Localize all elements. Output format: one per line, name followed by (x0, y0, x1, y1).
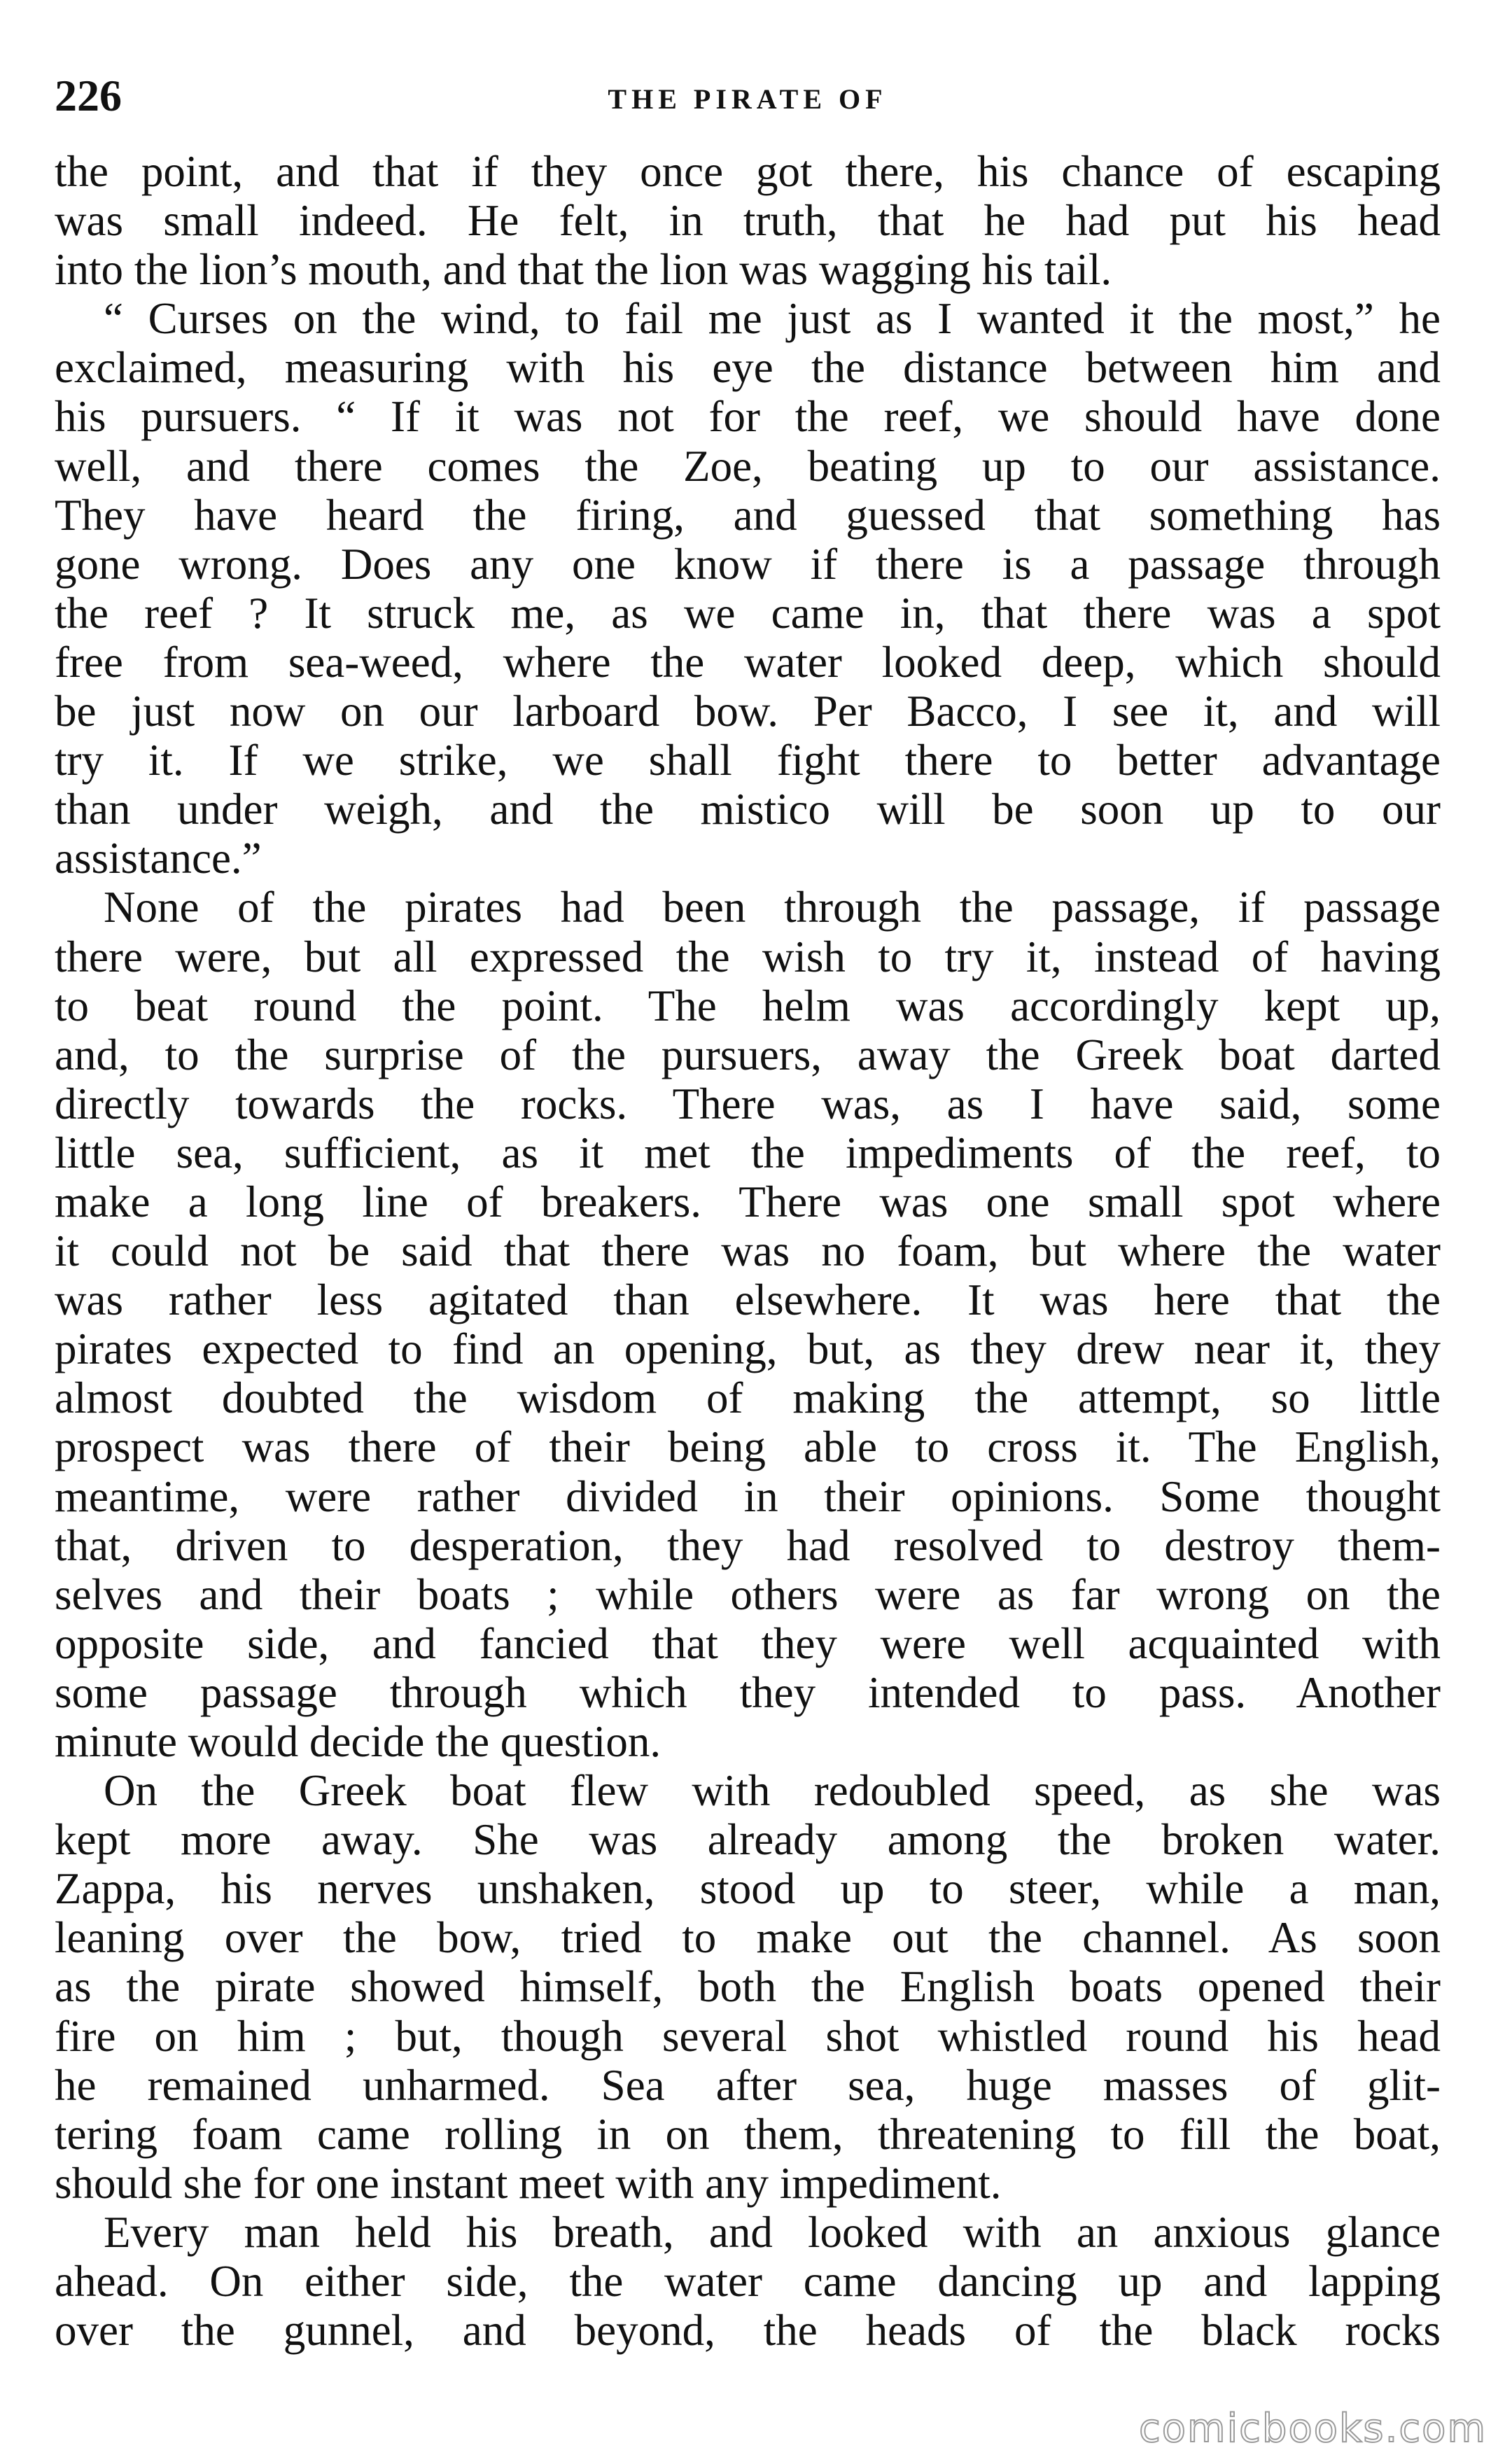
text-line: pirates expected to find an opening, but, as they drew near it, they (55, 1324, 1441, 1374)
text-line: ahead. On either side, the water came dancing up and lapping (55, 2257, 1441, 2306)
body-text (55, 147, 1441, 2355)
text-line: try it. If we strike, we shall fight there to better advantage (55, 736, 1441, 785)
text-line: and, to the surprise of the pursuers, away the Greek boat darted (55, 1030, 1441, 1079)
text-line: it could not be said that there was no foam, but where the water (55, 1226, 1441, 1276)
text-line: None of the pirates had been through the passage, if passage (104, 883, 1441, 932)
text-line: that, driven to desperation, they had resolved to destroy them- (55, 1520, 1441, 1570)
text-line: kept more away. She was already among the broken water. (55, 1815, 1441, 1865)
text-line: than under weigh, and the mistico will be soon up to our (55, 785, 1441, 834)
text-line: make a long line of breakers. There was one small spot where (55, 1177, 1441, 1226)
text-line: directly towards the rocks. There was, as I have said, some (55, 1079, 1441, 1128)
text-line: well, and there comes the Zoe, beating up to our assistance. (55, 441, 1441, 491)
text-line: some passage through which they intended to pass. Another (55, 1667, 1441, 1717)
text-line: there were, but all expressed the wish to try it, instead of having (55, 932, 1441, 981)
text-line: to beat round the point. The helm was accordingly kept up, (55, 981, 1441, 1030)
page-number: 226 (55, 71, 122, 120)
text-line: fire on him ; but, though several shot whistled round his head (55, 2011, 1441, 2061)
text-line: should she for one instant meet with any impediment. (55, 2158, 1002, 2208)
text-line: tering foam came rolling in on them, threatening to fill the boat, (55, 2109, 1441, 2159)
text-line: leaning over the bow, tried to make out the channel. As soon (55, 1913, 1441, 1963)
text-line: the reef ? It struck me, as we came in, that there was a spot (55, 588, 1441, 638)
text-line: They have heard the firing, and guessed that something has (55, 490, 1441, 540)
watermark: comicbooks.com (1138, 2406, 1487, 2451)
text-line: prospect was there of their being able to cross it. The English, (55, 1422, 1441, 1472)
text-line: into the lion’s mouth, and that the lion was wagging his tail. (55, 245, 1112, 295)
text-line: minute would decide the question. (55, 1717, 662, 1766)
text-line: assistance.” (55, 834, 262, 883)
text-line: he remained unharmed. Sea after sea, huge masses of glit- (55, 2060, 1441, 2110)
text-line: meantime, were rather divided in their opinions. Some thought (55, 1471, 1441, 1521)
text-line: free from sea-weed, where the water looked deep, which should (55, 637, 1441, 687)
text-line: his pursuers. “ If it was not for the reef, we should have done (55, 392, 1441, 442)
text-line: be just now on our larboard bow. Per Bacco, I see it, and will (55, 687, 1441, 736)
page-header (55, 64, 1441, 127)
running-head: THE PIRATE OF (608, 83, 888, 115)
text-line: Every man held his breath, and looked with an anxious glance (104, 2207, 1441, 2257)
text-line: was rather less agitated than elsewhere. It was here that the (55, 1275, 1441, 1325)
text-line: opposite side, and fancied that they were well acquainted with (55, 1618, 1441, 1668)
text-line: gone wrong. Does any one know if there is a passage through (55, 539, 1441, 589)
text-line: almost doubted the wisdom of making the attempt, so little (55, 1373, 1441, 1423)
text-line: little sea, sufficient, as it met the impediments of the reef, to (55, 1128, 1441, 1177)
text-line: “ Curses on the wind, to fail me just as I wanted it the most,” he (104, 294, 1441, 344)
text-line: was small indeed. He felt, in truth, that he had put his head (55, 196, 1441, 246)
text-line: selves and their boats ; while others were as far wrong on the (55, 1569, 1441, 1619)
text-line: Zappa, his nerves unshaken, stood up to steer, while a man, (55, 1864, 1441, 1914)
text-line: over the gunnel, and beyond, the heads of the black rocks (55, 2306, 1441, 2356)
text-line: exclaimed, measuring with his eye the distance between him and (55, 343, 1441, 393)
text-line: as the pirate showed himself, both the English boats opened their (55, 1962, 1441, 2012)
text-line: On the Greek boat flew with redoubled speed, as she was (104, 1766, 1441, 1816)
text-line: the point, and that if they once got there, his chance of escaping (55, 147, 1441, 196)
